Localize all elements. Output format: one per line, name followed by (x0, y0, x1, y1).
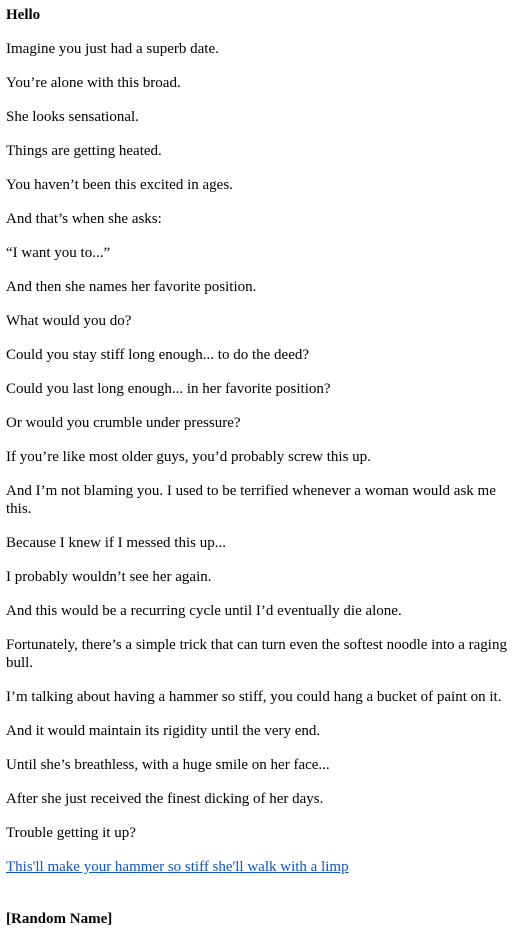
email-paragraph: Or would you crumble under pressure? (6, 415, 241, 431)
email-paragraph: I’m talking about having a hammer so stiff, you could hang a bucket of paint on it. (6, 689, 502, 705)
email-paragraph: Could you last long enough... in her favorite position? (6, 381, 331, 397)
cta-paragraph (6, 858, 509, 876)
email-paragraph: Could you stay stiff long enough... to do the deed? (6, 347, 310, 363)
email-greeting: Hello (6, 7, 41, 23)
email-paragraph: If you’re like most older guys, you’d probably screw this up. (6, 449, 371, 465)
email-paragraph: Because I knew if I messed this up... (6, 535, 226, 551)
email-paragraph: I probably wouldn’t see her again. (6, 569, 212, 585)
email-paragraph: And it would maintain its rigidity until the very end. (6, 723, 321, 739)
email-paragraph: And then she names her favorite position. (6, 279, 257, 295)
email-paragraph: And this would be a recurring cycle until I’d eventually die alone. (6, 603, 402, 619)
email-signature: [Random Name] (6, 911, 113, 927)
cta-link[interactable]: This'll make your hammer so stiff she'll walk with a limp (6, 859, 349, 875)
email-paragraph: And that’s when she asks: (6, 211, 162, 227)
email-paragraph: Until she’s breathless, with a huge smile on her face... (6, 757, 330, 773)
email-paragraph: You’re alone with this broad. (6, 75, 181, 91)
email-paragraph: Trouble getting it up? (6, 825, 136, 841)
email-paragraph: “I want you to...” (6, 245, 111, 261)
email-paragraph: Things are getting heated. (6, 143, 162, 159)
email-paragraph: She looks sensational. (6, 109, 139, 125)
email-paragraph: Imagine you just had a superb date. (6, 41, 219, 57)
email-paragraph: Fortunately, there’s a simple trick that can turn even the softest noodle into a raging bull. (6, 637, 507, 671)
email-paragraph: You haven’t been this excited in ages. (6, 177, 233, 193)
email-paragraph: After she just received the finest dicking of her days. (6, 791, 324, 807)
email-paragraph: What would you do? (6, 313, 132, 329)
email-paragraph: And I’m not blaming you. I used to be terrified whenever a woman would ask me this. (6, 483, 496, 517)
